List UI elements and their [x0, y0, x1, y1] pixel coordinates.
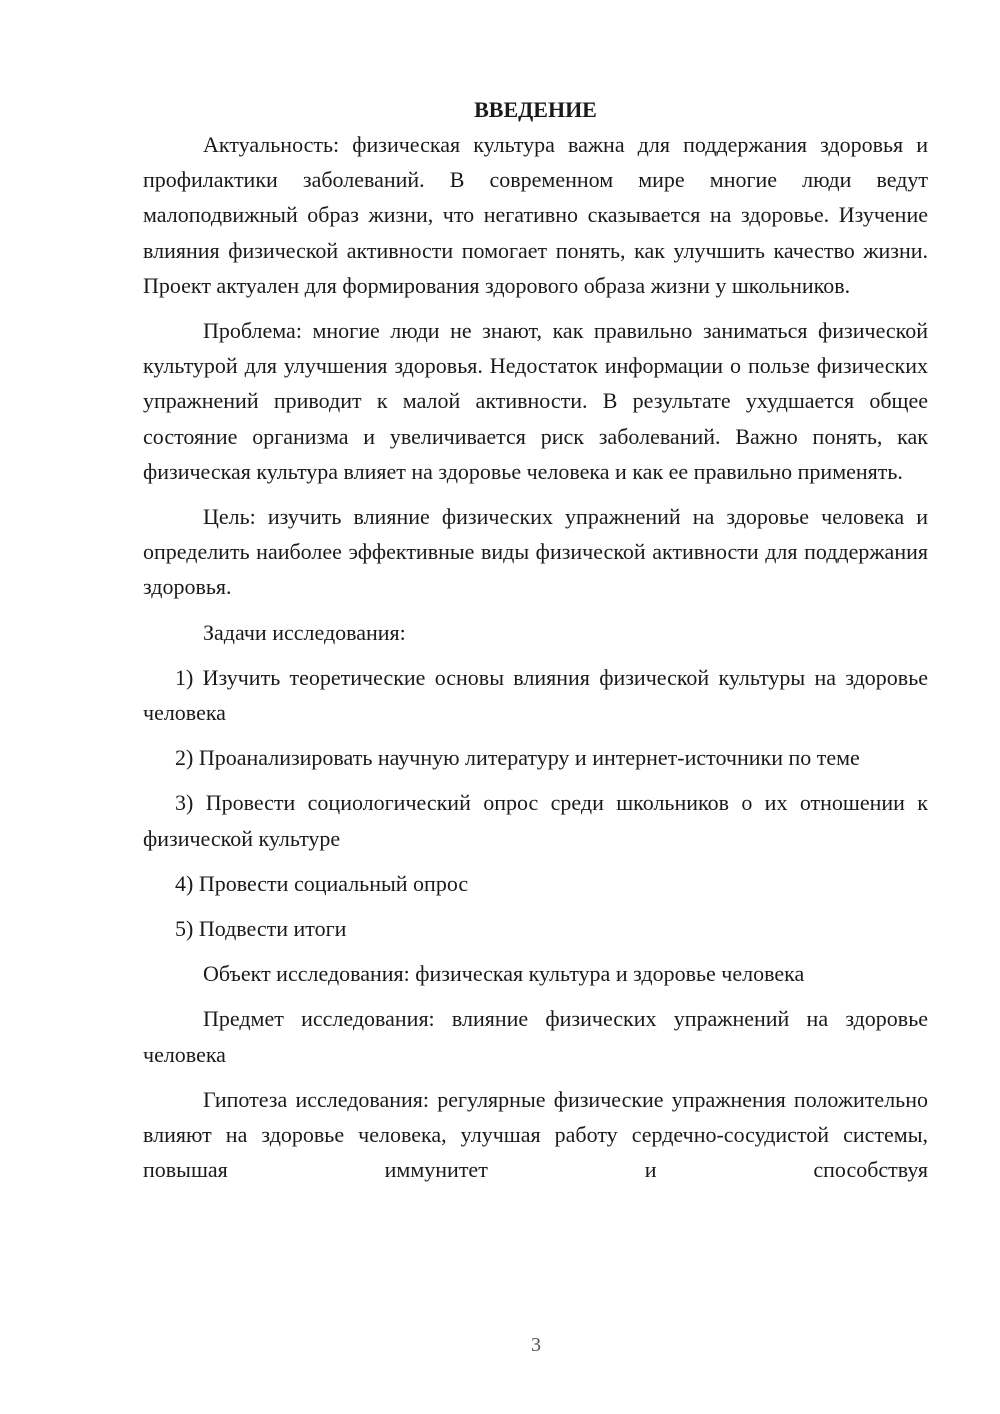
page-number: 3 — [531, 1334, 541, 1356]
task-item-4: 4) Провести социальный опрос — [175, 870, 469, 896]
section-title: ВВЕДЕНИЕ — [474, 97, 597, 122]
task-item-3: 3) Провести социологический опрос среди школьников о их отношении к физической культуре — [143, 790, 928, 851]
tasks-heading: Задачи исследования: — [203, 619, 406, 645]
paragraph-relevance: Актуальность: физическая культура важна для поддержания здоровья и профилактики заболеваний. В современном мире многие люди ведут малоподвижный образ жизни, что негативно сказывается на здоровье. Изучение влияния физической активности помогает понять, как улучшить качество жизни. Проект актуален для формирования здорового образа жизни у школьников. — [143, 132, 928, 298]
paragraph-goal: Цель: изучить влияние физических упражнений на здоровье человека и определить наиболее эффективные виды физической активности для поддержания здоровья. — [143, 504, 928, 600]
task-item-2: 2) Проанализировать научную литературу и интернет-источники по теме — [175, 745, 860, 771]
task-item-5: 5) Подвести итоги — [175, 916, 347, 942]
paragraph-object: Объект исследования: физическая культура и здоровье человека — [203, 961, 805, 987]
paragraph-subject: Предмет исследования: влияние физических упражнений на здоровье человека — [143, 1006, 928, 1067]
document-page — [143, 92, 928, 1187]
task-item-1: 1) Изучить теоретические основы влияния физической культуры на здоровье человека — [143, 664, 928, 726]
paragraph-problem: Проблема: многие люди не знают, как правильно заниматься физической культурой для улучшения здоровья. Недостаток информации о пользе физических упражнений приводит к малой активности. В результате ухудшается общее состояние организма и увеличивается риск заболеваний. Важно понять, как физическая культура влияет на здоровье человека и как ее правильно применять. — [143, 318, 928, 484]
paragraph-hypothesis: Гипотеза исследования: регулярные физические упражнения положительно влияют на здоровье человека, улучшая работу сердечно-сосудистой системы, повышая иммунитет и способствуя — [143, 1086, 928, 1183]
